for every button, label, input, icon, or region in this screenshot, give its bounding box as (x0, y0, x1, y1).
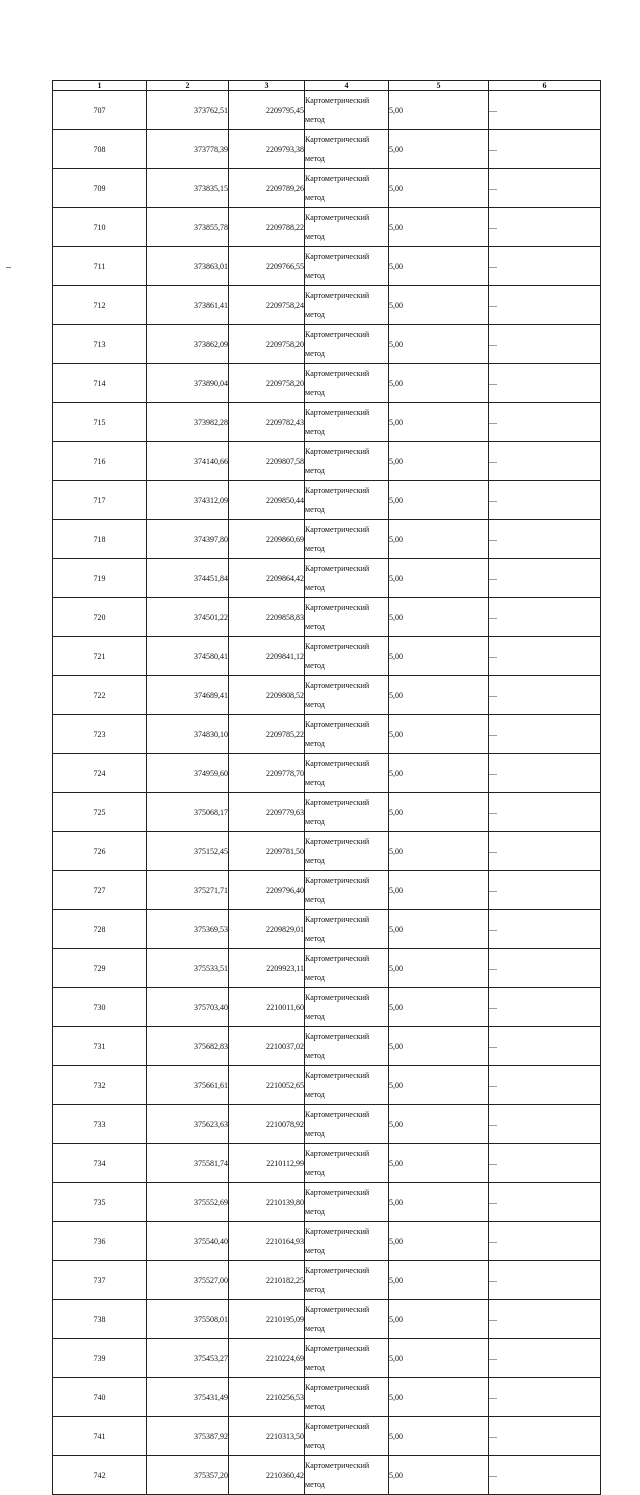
table-row (53, 598, 601, 637)
note-cell: — (489, 403, 601, 442)
accuracy-cell: 5,00 (389, 1222, 489, 1261)
x-coordinate-cell: 373862,09 (147, 325, 229, 364)
point-number-cell: 731 (53, 1027, 147, 1066)
accuracy-cell: 5,00 (389, 286, 489, 325)
y-coordinate-cell: 2210313,50 (229, 1417, 305, 1456)
method-text: Картометрический метод (305, 1188, 370, 1216)
accuracy-cell: 5,00 (389, 91, 489, 130)
point-number-cell: 710 (53, 208, 147, 247)
note-cell: — (489, 988, 601, 1027)
point-number-cell: 719 (53, 559, 147, 598)
table-row (53, 754, 601, 793)
method-text: Картометрический метод (305, 252, 370, 280)
note-cell: — (489, 598, 601, 637)
y-coordinate-cell: 2210052,65 (229, 1066, 305, 1105)
accuracy-cell: 5,00 (389, 1261, 489, 1300)
note-cell: — (489, 832, 601, 871)
method-text: Картометрический метод (305, 993, 370, 1021)
accuracy-cell: 5,00 (389, 1300, 489, 1339)
accuracy-cell: 5,00 (389, 169, 489, 208)
accuracy-cell: 5,00 (389, 208, 489, 247)
method-text: Картометрический метод (305, 1383, 370, 1411)
note-cell: — (489, 754, 601, 793)
note-cell: — (489, 1183, 601, 1222)
note-cell: — (489, 1066, 601, 1105)
accuracy-cell: 5,00 (389, 949, 489, 988)
method-text: Картометрический метод (305, 837, 370, 865)
method-cell (305, 286, 389, 325)
point-number-cell: 714 (53, 364, 147, 403)
x-coordinate-cell: 374451,84 (147, 559, 229, 598)
point-number-cell: 737 (53, 1261, 147, 1300)
accuracy-cell: 5,00 (389, 598, 489, 637)
table-row (53, 208, 601, 247)
accuracy-cell: 5,00 (389, 1144, 489, 1183)
note-cell: — (489, 169, 601, 208)
accuracy-cell: 5,00 (389, 988, 489, 1027)
x-coordinate-cell: 375682,83 (147, 1027, 229, 1066)
x-coordinate-cell: 375369,53 (147, 910, 229, 949)
method-cell (305, 325, 389, 364)
point-number-cell: 720 (53, 598, 147, 637)
header-col-2: 2 (147, 81, 229, 91)
method-cell (305, 832, 389, 871)
method-cell (305, 871, 389, 910)
note-cell: — (489, 208, 601, 247)
x-coordinate-cell: 375527,00 (147, 1261, 229, 1300)
x-coordinate-cell: 373778,39 (147, 130, 229, 169)
table-row (53, 910, 601, 949)
y-coordinate-cell: 2209807,58 (229, 442, 305, 481)
table-row (53, 1339, 601, 1378)
method-cell (305, 442, 389, 481)
y-coordinate-cell: 2209808,52 (229, 676, 305, 715)
note-cell: — (489, 1261, 601, 1300)
point-number-cell: 729 (53, 949, 147, 988)
y-coordinate-cell: 2209841,12 (229, 637, 305, 676)
method-cell (305, 715, 389, 754)
method-cell (305, 676, 389, 715)
point-number-cell: 724 (53, 754, 147, 793)
accuracy-cell: 5,00 (389, 442, 489, 481)
method-cell (305, 91, 389, 130)
method-text: Картометрический метод (305, 1149, 370, 1177)
header-row (53, 81, 601, 91)
y-coordinate-cell: 2210078,92 (229, 1105, 305, 1144)
note-cell: — (489, 442, 601, 481)
accuracy-cell: 5,00 (389, 1417, 489, 1456)
table-row (53, 715, 601, 754)
point-number-cell: 725 (53, 793, 147, 832)
table-row (53, 169, 601, 208)
x-coordinate-cell: 374580,41 (147, 637, 229, 676)
x-coordinate-cell: 375552,69 (147, 1183, 229, 1222)
method-text: Картометрический метод (305, 954, 370, 982)
note-cell: — (489, 1222, 601, 1261)
point-number-cell: 740 (53, 1378, 147, 1417)
x-coordinate-cell: 375271,71 (147, 871, 229, 910)
note-cell: — (489, 715, 601, 754)
point-number-cell: 730 (53, 988, 147, 1027)
method-text: Картометрический метод (305, 213, 370, 241)
header-col-5: 5 (389, 81, 489, 91)
x-coordinate-cell: 373855,78 (147, 208, 229, 247)
x-coordinate-cell: 375581,74 (147, 1144, 229, 1183)
note-cell: — (489, 1378, 601, 1417)
method-text: Картометрический метод (305, 1227, 370, 1255)
method-cell (305, 169, 389, 208)
method-cell (305, 1222, 389, 1261)
x-coordinate-cell: 374689,41 (147, 676, 229, 715)
x-coordinate-cell: 373863,01 (147, 247, 229, 286)
y-coordinate-cell: 2210164,93 (229, 1222, 305, 1261)
note-cell: — (489, 481, 601, 520)
point-number-cell: 728 (53, 910, 147, 949)
method-text: Картометрический метод (305, 876, 370, 904)
method-cell (305, 1339, 389, 1378)
method-text: Картометрический метод (305, 681, 370, 709)
point-number-cell: 716 (53, 442, 147, 481)
method-cell (305, 1417, 389, 1456)
method-cell (305, 910, 389, 949)
point-number-cell: 727 (53, 871, 147, 910)
point-number-cell: 707 (53, 91, 147, 130)
table-body (53, 91, 601, 1495)
accuracy-cell: 5,00 (389, 871, 489, 910)
method-text: Картометрический метод (305, 96, 370, 124)
note-cell: — (489, 130, 601, 169)
note-cell: — (489, 871, 601, 910)
y-coordinate-cell: 2210195,09 (229, 1300, 305, 1339)
y-coordinate-cell: 2209788,22 (229, 208, 305, 247)
accuracy-cell: 5,00 (389, 676, 489, 715)
note-cell: — (489, 676, 601, 715)
accuracy-cell: 5,00 (389, 559, 489, 598)
table-row (53, 793, 601, 832)
header-col-6: 6 (489, 81, 601, 91)
method-text: Картометрический метод (305, 720, 370, 748)
method-text: Картометрический метод (305, 1461, 370, 1489)
table-row (53, 1144, 601, 1183)
table-row (53, 832, 601, 871)
y-coordinate-cell: 2209789,26 (229, 169, 305, 208)
method-text: Картометрический метод (305, 1266, 370, 1294)
accuracy-cell: 5,00 (389, 325, 489, 364)
point-number-cell: 723 (53, 715, 147, 754)
note-cell: — (489, 286, 601, 325)
note-cell: — (489, 1339, 601, 1378)
table-row (53, 988, 601, 1027)
method-text: Картометрический метод (305, 291, 370, 319)
table-row (53, 637, 601, 676)
table-row (53, 520, 601, 559)
x-coordinate-cell: 375387,92 (147, 1417, 229, 1456)
note-cell: — (489, 325, 601, 364)
method-text: Картометрический метод (305, 1032, 370, 1060)
method-text: Картометрический метод (305, 525, 370, 553)
x-coordinate-cell: 375703,40 (147, 988, 229, 1027)
method-cell (305, 598, 389, 637)
table-row (53, 1066, 601, 1105)
note-cell: — (489, 1456, 601, 1495)
point-number-cell: 736 (53, 1222, 147, 1261)
note-cell: — (489, 1027, 601, 1066)
method-cell (305, 637, 389, 676)
point-number-cell: 735 (53, 1183, 147, 1222)
table-row (53, 481, 601, 520)
table-row (53, 247, 601, 286)
y-coordinate-cell: 2209796,40 (229, 871, 305, 910)
table-row (53, 1300, 601, 1339)
point-number-cell: 718 (53, 520, 147, 559)
note-cell: — (489, 247, 601, 286)
note-cell: — (489, 520, 601, 559)
y-coordinate-cell: 2209795,45 (229, 91, 305, 130)
x-coordinate-cell: 375661,61 (147, 1066, 229, 1105)
accuracy-cell: 5,00 (389, 481, 489, 520)
table-row (53, 442, 601, 481)
table-row (53, 130, 601, 169)
method-cell (305, 1183, 389, 1222)
note-cell: — (489, 910, 601, 949)
method-cell (305, 1378, 389, 1417)
y-coordinate-cell: 2209793,38 (229, 130, 305, 169)
method-text: Картометрический метод (305, 174, 370, 202)
x-coordinate-cell: 373762,51 (147, 91, 229, 130)
y-coordinate-cell: 2209766,55 (229, 247, 305, 286)
note-cell: — (489, 91, 601, 130)
accuracy-cell: 5,00 (389, 364, 489, 403)
x-coordinate-cell: 375453,27 (147, 1339, 229, 1378)
x-coordinate-cell: 375508,01 (147, 1300, 229, 1339)
point-number-cell: 708 (53, 130, 147, 169)
method-text: Картометрический метод (305, 642, 370, 670)
coordinates-table (52, 80, 601, 1495)
point-number-cell: 732 (53, 1066, 147, 1105)
accuracy-cell: 5,00 (389, 793, 489, 832)
note-cell: — (489, 364, 601, 403)
method-text: Картометрический метод (305, 564, 370, 592)
point-number-cell: 712 (53, 286, 147, 325)
method-cell (305, 949, 389, 988)
accuracy-cell: 5,00 (389, 1456, 489, 1495)
accuracy-cell: 5,00 (389, 1183, 489, 1222)
note-cell: — (489, 949, 601, 988)
y-coordinate-cell: 2209923,11 (229, 949, 305, 988)
method-text: Картометрический метод (305, 408, 370, 436)
method-cell (305, 1105, 389, 1144)
table-row (53, 1105, 601, 1144)
method-text: Картометрический метод (305, 798, 370, 826)
y-coordinate-cell: 2210037,02 (229, 1027, 305, 1066)
method-text: Картометрический метод (305, 603, 370, 631)
y-coordinate-cell: 2209860,69 (229, 520, 305, 559)
table-row (53, 871, 601, 910)
method-text: Картометрический метод (305, 330, 370, 358)
y-coordinate-cell: 2209758,20 (229, 364, 305, 403)
note-cell: — (489, 1105, 601, 1144)
method-cell (305, 208, 389, 247)
header-col-1: 1 (53, 81, 147, 91)
x-coordinate-cell: 373861,41 (147, 286, 229, 325)
table-row (53, 949, 601, 988)
point-number-cell: 713 (53, 325, 147, 364)
y-coordinate-cell: 2210182,25 (229, 1261, 305, 1300)
point-number-cell: 715 (53, 403, 147, 442)
accuracy-cell: 5,00 (389, 1105, 489, 1144)
y-coordinate-cell: 2209858,83 (229, 598, 305, 637)
x-coordinate-cell: 374140,66 (147, 442, 229, 481)
point-number-cell: 709 (53, 169, 147, 208)
note-cell: — (489, 1144, 601, 1183)
method-cell (305, 247, 389, 286)
table-row (53, 1417, 601, 1456)
method-text: Картометрический метод (305, 369, 370, 397)
y-coordinate-cell: 2209758,24 (229, 286, 305, 325)
y-coordinate-cell: 2210112,99 (229, 1144, 305, 1183)
method-cell (305, 1066, 389, 1105)
x-coordinate-cell: 374501,22 (147, 598, 229, 637)
point-number-cell: 742 (53, 1456, 147, 1495)
table-header (53, 81, 601, 91)
accuracy-cell: 5,00 (389, 1066, 489, 1105)
table-row (53, 1261, 601, 1300)
method-text: Картометрический метод (305, 135, 370, 163)
note-cell: — (489, 1300, 601, 1339)
method-text: Картометрический метод (305, 1344, 370, 1372)
x-coordinate-cell: 375623,63 (147, 1105, 229, 1144)
point-number-cell: 741 (53, 1417, 147, 1456)
y-coordinate-cell: 2209829,01 (229, 910, 305, 949)
method-cell (305, 1027, 389, 1066)
header-col-4: 4 (305, 81, 389, 91)
x-coordinate-cell: 373835,15 (147, 169, 229, 208)
table-row (53, 559, 601, 598)
accuracy-cell: 5,00 (389, 754, 489, 793)
accuracy-cell: 5,00 (389, 130, 489, 169)
table-row (53, 676, 601, 715)
note-cell: — (489, 793, 601, 832)
x-coordinate-cell: 374397,80 (147, 520, 229, 559)
accuracy-cell: 5,00 (389, 637, 489, 676)
point-number-cell: 721 (53, 637, 147, 676)
y-coordinate-cell: 2210224,69 (229, 1339, 305, 1378)
y-coordinate-cell: 2209864,42 (229, 559, 305, 598)
x-coordinate-cell: 375540,40 (147, 1222, 229, 1261)
y-coordinate-cell: 2210256,53 (229, 1378, 305, 1417)
method-cell (305, 793, 389, 832)
y-coordinate-cell: 2210011,60 (229, 988, 305, 1027)
y-coordinate-cell: 2210139,80 (229, 1183, 305, 1222)
y-coordinate-cell: 2210360,42 (229, 1456, 305, 1495)
accuracy-cell: 5,00 (389, 403, 489, 442)
x-coordinate-cell: 375533,51 (147, 949, 229, 988)
point-number-cell: 734 (53, 1144, 147, 1183)
method-cell (305, 754, 389, 793)
method-cell (305, 1144, 389, 1183)
y-coordinate-cell: 2209781,50 (229, 832, 305, 871)
note-cell: — (489, 637, 601, 676)
method-cell (305, 559, 389, 598)
y-coordinate-cell: 2209850,44 (229, 481, 305, 520)
method-text: Картометрический метод (305, 447, 370, 475)
table-row (53, 1378, 601, 1417)
margin-mark (6, 267, 11, 268)
method-cell (305, 1261, 389, 1300)
accuracy-cell: 5,00 (389, 1378, 489, 1417)
y-coordinate-cell: 2209782,43 (229, 403, 305, 442)
point-number-cell: 726 (53, 832, 147, 871)
point-number-cell: 711 (53, 247, 147, 286)
y-coordinate-cell: 2209779,63 (229, 793, 305, 832)
method-text: Картометрический метод (305, 1305, 370, 1333)
note-cell: — (489, 1417, 601, 1456)
method-text: Картометрический метод (305, 486, 370, 514)
table-row (53, 403, 601, 442)
x-coordinate-cell: 375068,17 (147, 793, 229, 832)
method-text: Картометрический метод (305, 1071, 370, 1099)
method-cell (305, 130, 389, 169)
method-text: Картометрический метод (305, 1422, 370, 1450)
accuracy-cell: 5,00 (389, 1339, 489, 1378)
table-row (53, 364, 601, 403)
point-number-cell: 739 (53, 1339, 147, 1378)
x-coordinate-cell: 374830,10 (147, 715, 229, 754)
x-coordinate-cell: 375431,49 (147, 1378, 229, 1417)
method-cell (305, 364, 389, 403)
accuracy-cell: 5,00 (389, 520, 489, 559)
method-cell (305, 481, 389, 520)
accuracy-cell: 5,00 (389, 910, 489, 949)
method-text: Картометрический метод (305, 915, 370, 943)
accuracy-cell: 5,00 (389, 1027, 489, 1066)
accuracy-cell: 5,00 (389, 715, 489, 754)
x-coordinate-cell: 375357,20 (147, 1456, 229, 1495)
accuracy-cell: 5,00 (389, 832, 489, 871)
y-coordinate-cell: 2209758,20 (229, 325, 305, 364)
method-text: Картометрический метод (305, 1110, 370, 1138)
header-col-3: 3 (229, 81, 305, 91)
table-row (53, 91, 601, 130)
point-number-cell: 722 (53, 676, 147, 715)
table-row (53, 325, 601, 364)
y-coordinate-cell: 2209785,22 (229, 715, 305, 754)
x-coordinate-cell: 373890,04 (147, 364, 229, 403)
point-number-cell: 738 (53, 1300, 147, 1339)
y-coordinate-cell: 2209778,70 (229, 754, 305, 793)
table-row (53, 1183, 601, 1222)
method-cell (305, 1300, 389, 1339)
method-cell (305, 403, 389, 442)
method-text: Картометрический метод (305, 759, 370, 787)
point-number-cell: 717 (53, 481, 147, 520)
x-coordinate-cell: 374959,60 (147, 754, 229, 793)
table-row (53, 286, 601, 325)
x-coordinate-cell: 374312,09 (147, 481, 229, 520)
table-row (53, 1027, 601, 1066)
accuracy-cell: 5,00 (389, 247, 489, 286)
point-number-cell: 733 (53, 1105, 147, 1144)
note-cell: — (489, 559, 601, 598)
table-row (53, 1456, 601, 1495)
method-cell (305, 988, 389, 1027)
x-coordinate-cell: 375152,45 (147, 832, 229, 871)
method-cell (305, 520, 389, 559)
table-row (53, 1222, 601, 1261)
x-coordinate-cell: 373982,28 (147, 403, 229, 442)
method-cell (305, 1456, 389, 1495)
